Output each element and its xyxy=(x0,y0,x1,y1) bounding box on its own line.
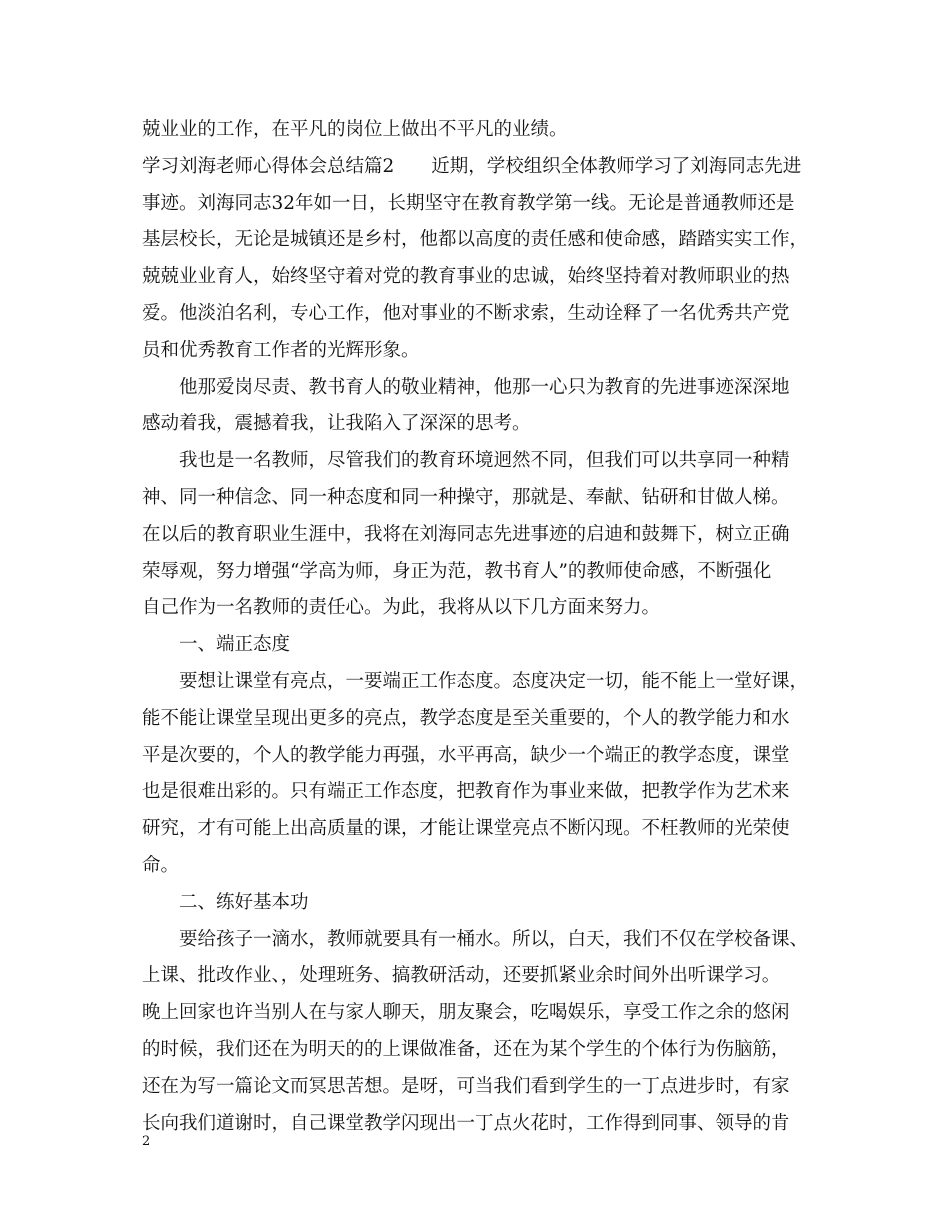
text-line: 一、端正态度 xyxy=(179,634,291,656)
text-line: 也是很难出彩的。只有端正工作态度，把教育作为事业来做，把教学作为艺术来 xyxy=(142,781,790,803)
text-line: 上课、批改作业、，处理班务、搞教研活动，还要抓紧业余时间外出听课学习。 xyxy=(142,965,781,987)
text-line: 爱。他淡泊名利，专心工作，他对事业的不断求索，生动诠释了一名优秀共产党 xyxy=(142,302,790,324)
text-line: 基层校长，无论是城镇还是乡村，他都以高度的责任感和使命感，踏踏实实工作， xyxy=(142,229,809,251)
text-line: 要想让课堂有亮点，一要端正工作态度。态度决定一切，能不能上一堂好课， xyxy=(179,670,809,692)
text-line: 的时候，我们还在为明天的的上课做准备，还在为某个学生的个体行为伤脑筋， xyxy=(142,1038,790,1060)
text-line: 员和优秀教育工作者的光辉形象。 xyxy=(142,339,420,361)
text-line: 荣辱观，努力增强“学高为师，身正为范，教书育人”的教师使命感，不断强化 xyxy=(142,560,772,582)
body-text xyxy=(142,112,822,1142)
text-line: 他那爱岗尽责、教书育人的敬业精神，他那一心只为教育的先进事迹深深地 xyxy=(179,376,790,398)
page-number: 2 xyxy=(142,1134,151,1149)
text-line: 研究，才有可能上出高质量的课，才能让课堂亮点不断闪现。不枉教师的光荣使 xyxy=(142,818,790,840)
text-line: 二、练好基本功 xyxy=(179,891,309,913)
text-line: 神、同一种信念、同一种态度和同一种操守，那就是、奉献、钻研和甘做人梯。 xyxy=(142,486,790,508)
text-line: 命。 xyxy=(142,854,180,876)
text-line: 兢业业的工作，在平凡的岗位上做出不平凡的业绩。 xyxy=(142,119,568,140)
text-line: 能不能让课堂呈现出更多的亮点，教学态度是至关重要的，个人的教学能力和水 xyxy=(142,707,790,729)
text-line: 我也是一名教师，尽管我们的教育环境迥然不同，但我们可以共享同一种精 xyxy=(179,450,790,472)
text-line: 长向我们道谢时，自己课堂教学闪现出一丁点火花时，工作得到同事、领导的肯 xyxy=(142,1112,790,1134)
text-line: 在以后的教育职业生涯中，我将在刘海同志先进事迹的启迪和鼓舞下，树立正确 xyxy=(142,523,790,545)
text-line: 事迹。刘海同志32年如一日，长期坚守在教育教学第一线。无论是普通教师还是 xyxy=(142,192,795,214)
text-line: 兢兢业业育人，始终坚守着对党的教育事业的忠诚，始终坚持着对教师职业的热 xyxy=(142,266,790,288)
text-line: 学习刘海老师心得体会总结篇2 近期，学校组织全体教师学习了刘海同志先进 xyxy=(142,155,802,177)
text-line: 感动着我，震撼着我，让我陷入了深深的思考。 xyxy=(142,413,531,435)
text-line: 还在为写一篇论文而冥思苦想。是呀，可当我们看到学生的一丁点进步时，有家 xyxy=(142,1075,790,1097)
text-line: 自己作为一名教师的责任心。为此，我将从以下几方面来努力。 xyxy=(142,597,661,619)
text-line: 平是次要的，个人的教学能力再强，水平再高，缺少一个端正的教学态度，课堂 xyxy=(142,744,790,766)
text-line: 晚上回家也许当别人在与家人聊天，朋友聚会，吃喝娱乐，享受工作之余的悠闲 xyxy=(142,1002,790,1024)
text-line: 要给孩子一滴水，教师就要具有一桶水。所以，白天，我们不仅在学校备课、 xyxy=(179,928,809,950)
